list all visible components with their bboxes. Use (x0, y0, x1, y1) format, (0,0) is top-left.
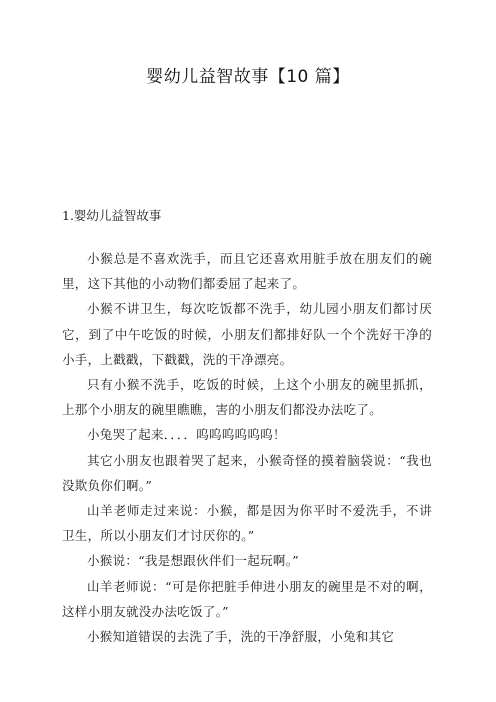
document-title: 婴幼儿益智故事【10 篇】 (146, 67, 350, 87)
paragraph: 小猴说：“我是想跟伙伴们一起玩啊。” (87, 553, 299, 569)
paragraph: 只有小猴不洗手，吃饭的时候，上这个小朋友的碗里抓抓，上那个小朋友的碗里瞧瞧，害的小朋友们都没办法吃了。 (62, 377, 432, 418)
paragraph: 其它小朋友也跟着哭了起来，小猴奇怪的摸着脑袋说：“我也没欺负你们啊。” (62, 452, 432, 493)
section-heading: 1.婴幼儿益智故事 (62, 208, 162, 223)
paragraph: 小猴不讲卫生，每次吃饭都不洗手，幼儿园小朋友们都讨厌它，到了中午吃饭的时候，小朋友们都排好队一个个洗好干净的小手，上戳戳，下戳戳，洗的干净漂亮。 (62, 301, 432, 367)
paragraph: 山羊老师走过来说：小猴，都是因为你平时不爱洗手，不讲卫生，所以小朋友们才讨厌你的。” (62, 503, 432, 544)
story-body (62, 246, 432, 649)
paragraph: 小兔哭了起来．．．．呜呜呜呜呜呜！ (87, 427, 286, 443)
paragraph: 小猴总是不喜欢洗手，而且它还喜欢用脏手放在朋友们的碗里，这下其他的小动物们都委屈了起来了。 (62, 251, 432, 292)
paragraph: 小猴知道错误的去洗了手，洗的干净舒服，小兔和其它 (87, 629, 395, 645)
paragraph: 山羊老师说：“可是你把脏手伸进小朋友的碗里是不对的啊，这样小朋友就没办法吃饭了。” (62, 578, 432, 619)
